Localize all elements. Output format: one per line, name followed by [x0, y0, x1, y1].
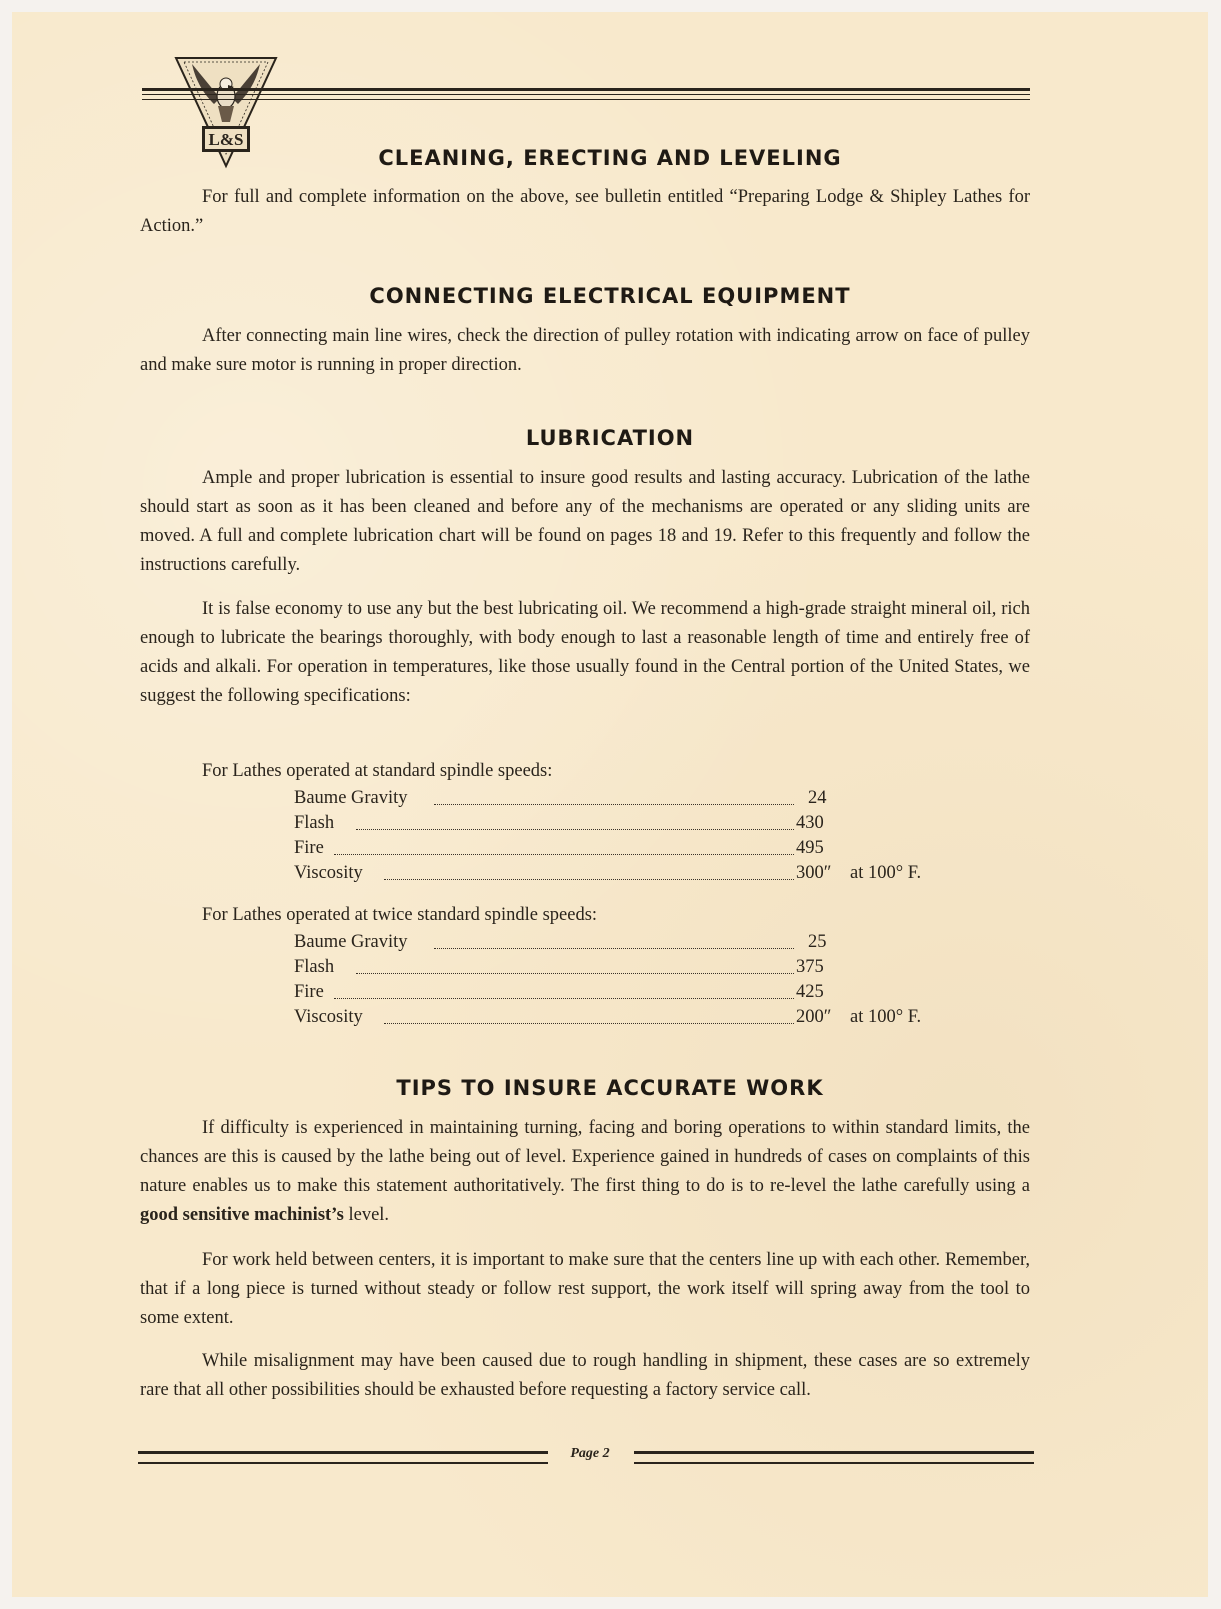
document-page [12, 12, 1208, 1597]
emphasis-text: good sensitive machinist’s [140, 1205, 344, 1225]
paragraph-tips-1 [140, 1114, 1030, 1230]
paragraph-tips-3: While misalignment may have been caused due to rough handling in shipment, these cases are so extremely rare that all other possibilities should be exhausted before requesting a factory service call. [140, 1351, 1030, 1400]
spec-value: 430 [796, 813, 824, 833]
spec-row [294, 863, 974, 888]
spec-label: Flash [294, 957, 335, 977]
paragraph-tips-1-text: If difficulty is experienced in maintaining turning, facing and boring operations to within standard limits, the chances are this is caused by the lathe being out of level. Experience gained in hundreds of cases on complaints of this nature enables us to make this statement authoritatively. The first thing to do is to re-level the lathe carefully using a [140, 1118, 1030, 1196]
spec-value: 25 [808, 932, 827, 952]
section-title-tips: TIPS TO INSURE ACCURATE WORK [396, 1076, 824, 1100]
header-rule [142, 88, 1030, 100]
paragraph-electrical: After connecting main line wires, check the direction of pulley rotation with indicating arrow on face of pulley and make sure motor is running in proper direction. [140, 326, 1030, 375]
spec-value: 425 [796, 982, 824, 1002]
spec-label: Fire [294, 982, 324, 1002]
spec-row [294, 813, 974, 838]
footer-rule-left [138, 1451, 548, 1464]
spec-row [294, 838, 974, 863]
spec-label: Fire [294, 838, 324, 858]
paragraph-tips-2: For work held between centers, it is important to make sure that the centers line up with each other. Remember, that if a long piece is turned without steady or follow rest support, the work itself will spring away from the tool to some extent. [140, 1250, 1030, 1328]
spec-unit: at 100° F. [850, 863, 922, 883]
spec-row [294, 788, 974, 813]
spec-intro-standard: For Lathes operated at standard spindle speeds: [202, 761, 553, 781]
spec-value: 200″ [796, 1007, 832, 1027]
spec-label: Baume Gravity [294, 788, 408, 808]
spec-label: Baume Gravity [294, 932, 408, 952]
emphasis-tail: level. [343, 1205, 390, 1225]
page-number: Page 2 [570, 1446, 610, 1461]
spec-value: 375 [796, 957, 824, 977]
spec-row [294, 957, 974, 982]
section-title-cleaning: CLEANING, ERECTING AND LEVELING [378, 146, 842, 170]
spec-label: Viscosity [294, 863, 363, 883]
spec-value: 24 [808, 788, 827, 808]
paragraph-lubrication-2: It is false economy to use any but the best lubricating oil. We recommend a high-grade straight mineral oil, rich enough to lubricate the bearings thoroughly, with body enough to last a reasonable length of time and entirely free of acids and alkali. For operation in temperatures, like those usually found in the Central portion of the United States, we suggest the following specifications: [140, 599, 1030, 706]
spec-label: Viscosity [294, 1007, 363, 1027]
section-title-electrical: CONNECTING ELECTRICAL EQUIPMENT [369, 284, 851, 308]
spec-row [294, 1007, 974, 1032]
footer-rule-right [634, 1451, 1034, 1464]
spec-intro-twice: For Lathes operated at twice standard spindle speeds: [202, 905, 598, 925]
paragraph-cleaning: For full and complete information on the above, see bulletin entitled “Preparing Lodge & Shipley Lathes for Action.” [140, 187, 1030, 236]
spec-row [294, 982, 974, 1007]
svg-text:L&S: L&S [208, 130, 244, 149]
spec-row [294, 932, 974, 957]
spec-unit: at 100° F. [850, 1007, 922, 1027]
spec-label: Flash [294, 813, 335, 833]
spec-list-twice [294, 932, 974, 1032]
spec-value: 495 [796, 838, 824, 858]
spec-list-standard [294, 788, 974, 888]
spec-value: 300″ [796, 863, 832, 883]
paragraph-lubrication-1: Ample and proper lubrication is essential to insure good results and lasting accuracy. Lubrication of the lathe should start as soon as it has been cleaned and before any of the mechanisms are operated or any sliding units are moved. A full and complete lubrication chart will be found on pages 18 and 19. Refer to this frequently and follow the instructions carefully. [140, 468, 1030, 575]
section-title-lubrication: LUBRICATION [525, 426, 695, 450]
